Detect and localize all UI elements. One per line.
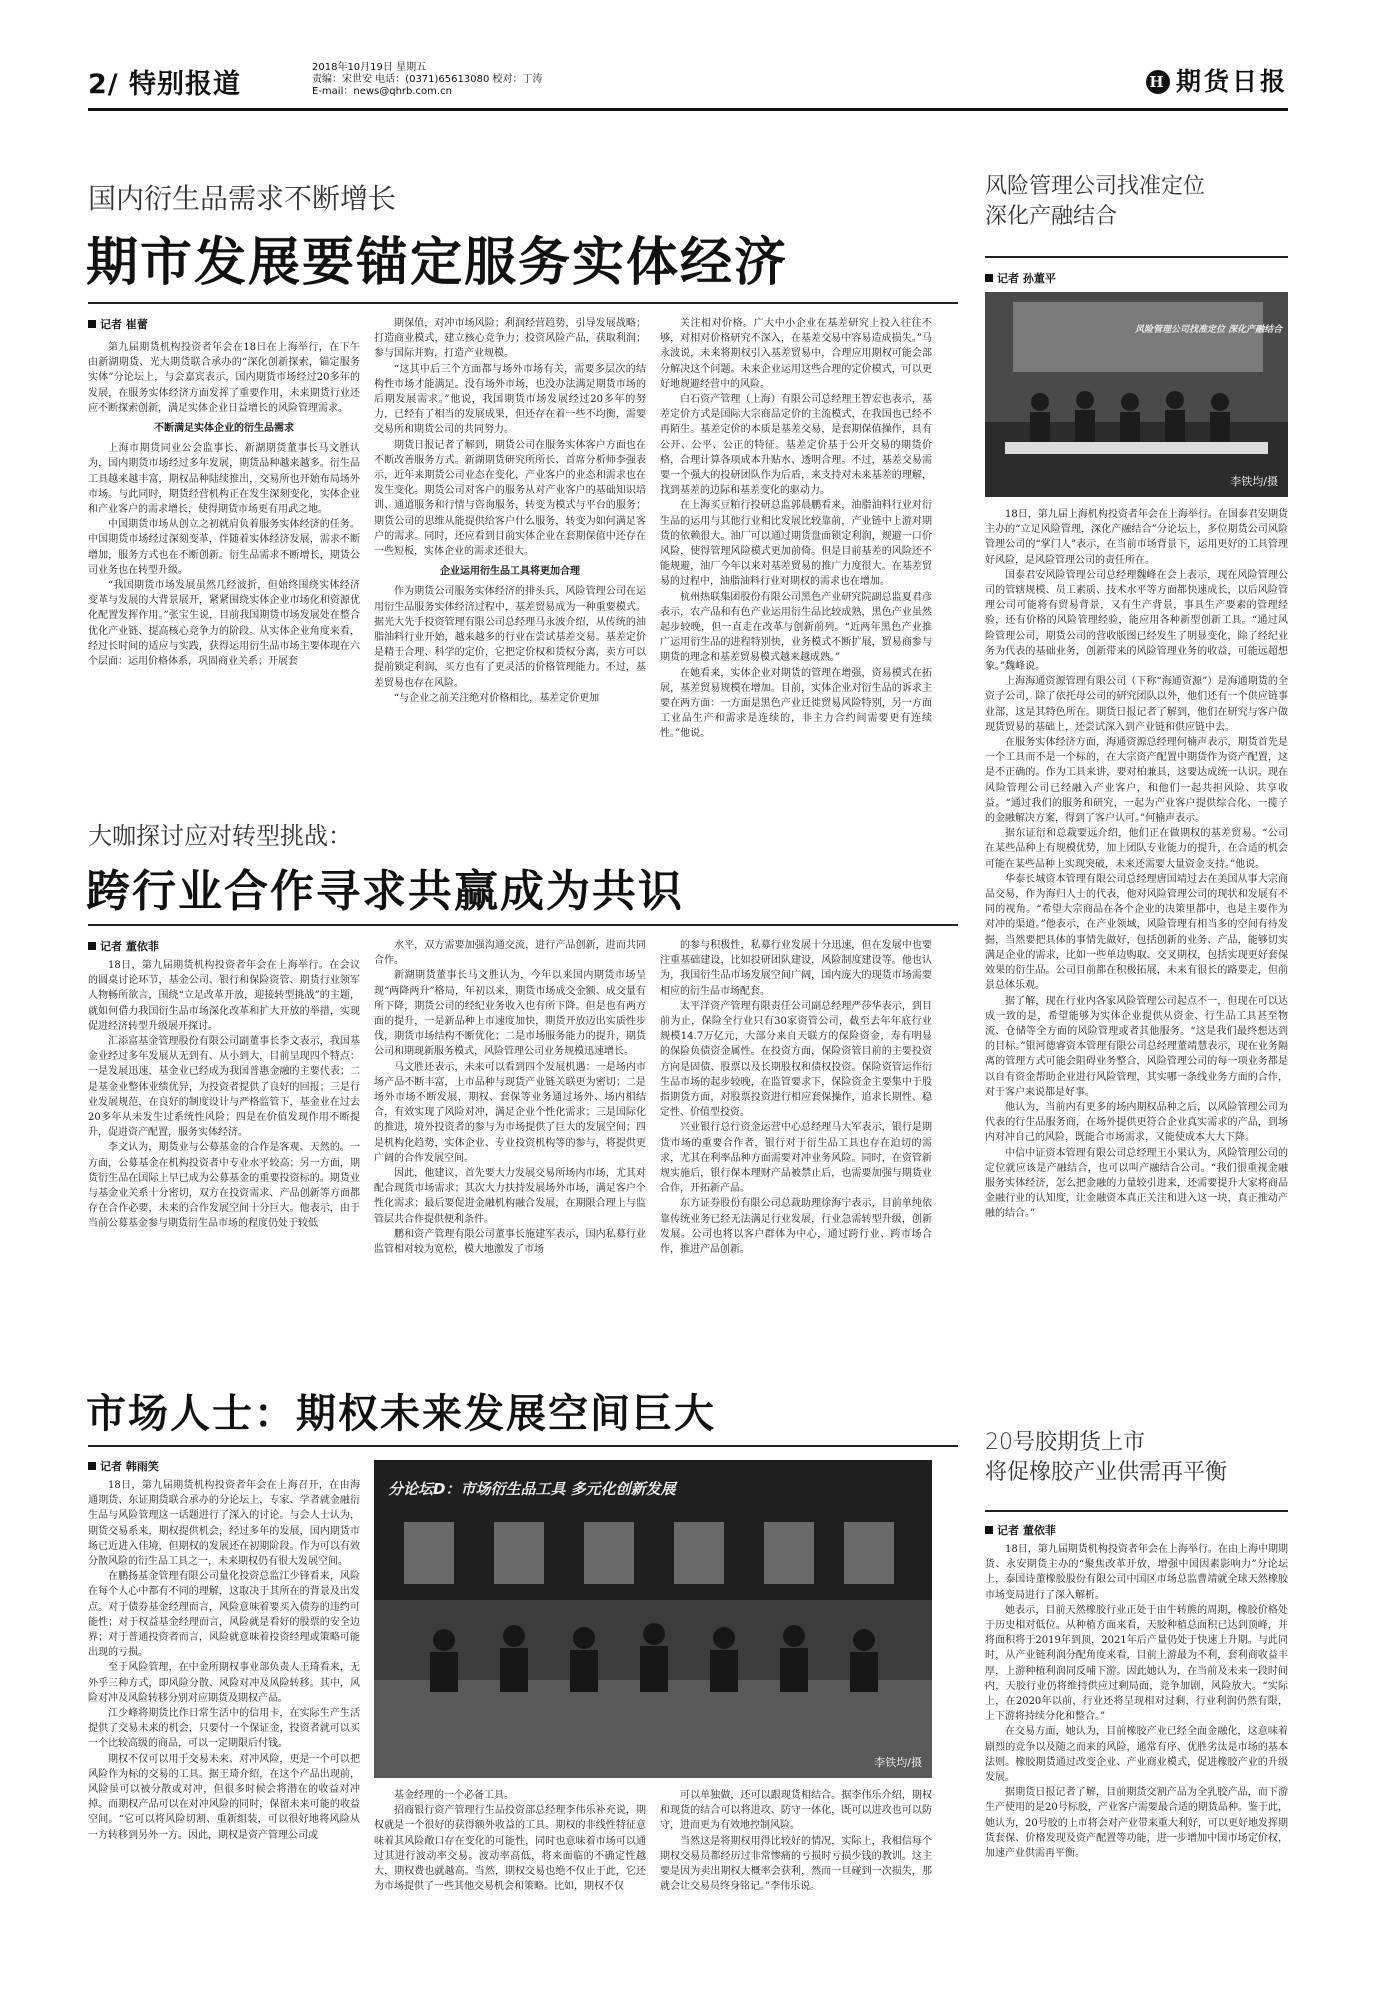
risk-byline-text: 记者 孙董平 [997,272,1056,285]
paragraph: 据期货日报记者了解，目前期货交割产品为全乳胶产品，而下游生产使用的是20号标胶，产业客户需要最合适的期货品种。鉴于此，她认为，20号胶的上市将会对产业带来重大利好，可以更好地发挥期货套保、价格发现及资产配置等功能，进一步增加中国市场定价权，加速产业供需再平衡。 [985,1787,1288,1860]
risk-kicker [985,172,1205,232]
paragraph: 至于风险管理，在中金所期权事业部负责人王琦看来，无外乎三种方式，即风险分散、风险对冲及风险转移。其中，风险对冲及风险转移分别对应期货及期权产品。 [88,1662,360,1704]
paragraph: 18日，第九届期货机构投资者年会在上海召开，在由海通期货、东证期货联合承办的分论坛上，专家、学者就金融衍生品与风险管理这一话题进行了深入的讨论。与会人士认为，期货交易系来，期权提供机会，经过多年的发展，国内期货市场已近进入佳境，但期权的发展还在初期阶段。作为可以有效分散风险的衍生品工具之一，未来期权仍有很大发展空间。 [88,1480,360,1568]
article2-column-2 [374,938,646,1348]
paragraph: “这其中后三个方面都与场外市场有关，需要多层次的结构性市场才能满足。没有场外市场，也没办法满足期货市场的后期发展需求。”他说，我国期货市场发展经过20多年的努力，已经有了相当的发展成果，但还存在着一些不均衡，需要交易所和期货公司的共同努力。 [374,363,646,436]
paper-name: 期货日报 [1175,67,1288,96]
photo-credit: 李铁均/摄 [1230,475,1278,488]
paragraph: 第九届期货机构投资者年会在18日在上海举行，在下午由新湖期货、光大期货联合承办的“深化创新探索，锚定服务实体”分论坛上，与会嘉宾表示，国内期货市场经过20多年的发展，在服务实体经济方面发挥了重要作用，未来期货行业还应不断探索创新，满足实体企业日益增长的风险管理需求。 [88,342,360,414]
paragraph: 招商银行资产管理行生品投资部总经理李伟乐补充说，期权就是一个很好的获得额外收益的工具。期权的非线性特征意味着其风险敞口存在变化的可能性，同时也意味着市场可以通过其进行波动率交易。波动率高低，将来面临的不确定性越大，期权费也就越高。当然，期权交易也绝不仅止于此，它还为市场提供了一些其他交易机会和策略。比如，期权不仅 [374,1805,646,1893]
paragraph: 当然这是将期权用得比较好的情况，实际上，我相信每个期权交易员都经历过非常惨痛的亏损时亏损少钱的教训。这主要是因为卖出期权大概率会获利，然而一旦碰到一次损失，那就会让交易员终身铭记。”李伟乐说。 [660,1835,932,1893]
paragraph: 国泰君安风险管理公司总经理魏峰在会上表示，现在风险管理公司的管辖规模、员工素质、技术水平等方面都快速成长，以后风险管理公司可能将有贸易背景，又有生产背景，事具生产要素的管理经验，还有价格的风险管理经验，能应用各种新型创新工具。“通过风险管理公司，期货公司的营收版图已经发生了明显变化，除了经纪业务为代表的基础业务，创新带来的风险管理业务的收益，可能远超想象。”魏峰说。 [985,569,1288,673]
risk-forum-photo [985,292,1288,497]
panel-photo-credit: 李铁均/摄 [874,1756,922,1769]
article3-byline [88,1458,159,1474]
rubber-kicker-line1: 20号胶期货上市 [985,1430,1145,1455]
article3-column-3 [660,1788,932,1948]
rubber-article-body [985,1542,1288,1948]
byline-square-icon [985,1526,993,1534]
article2-column-1 [88,958,360,1348]
rubber-kicker-line2: 将促橡胶产业供需再平衡 [985,1460,1228,1485]
rubber-kicker [985,1428,1227,1488]
article2-rule [88,924,958,926]
risk-article-body [985,507,1288,1402]
paragraph: 据了解，现在行业内各家风险管理公司起点不一，但现在可以达成一致的是，希望能够为实体企业提供从资金、行生品工具甚至物流、仓储等全方面的风险管理或者其他服务。“这是我们最终想达到的目标。”银河德睿资本管理有限公司总经理董靖慧表示，现在业务隔离的管理方式可能会阻碍业务整合，风险管理公司的每一项业务都是以自有资金帮助企业进行风险管理，其实哪一条线业务方面的合作，对于客户来说都是好事。 [985,995,1288,1098]
paragraph: 在上海买豆粕行投研总监郭晨鹏看来，油脂油料行业对衍生品的运用与其他行业相比发展比较靠前，产业链中上游对期货的依赖很大。油厂可以通过期货盘面锁定利润，规避一口价风险，使得管理风险模式更加前倚。但是目前基差的风险还不能规避，油厂今年以来对基差贸易的推广力度很大。在基差贸易的过程中，油脂油料行业对期权的需求也在增加。 [660,500,932,588]
article2-byline-text: 记者 董依菲 [100,940,159,953]
header-rule [88,108,1288,111]
paragraph: 鹏和资产管理有限公司董事长施建军表示，国内私募行业监管相对较为宽松，模大地激发了市场 [374,1228,646,1256]
paragraph: 中国期货市场从创立之初就肩负着服务实体经济的任务。中国期货市场经过深刻变革，伴随着实体经济发展，需求不断增加，服务方式也在不断创新。衍生品需求不断增长，期货公司业务也在转型升级。 [88,519,360,576]
paragraph: 18日，第九届上海机构投资者年会在上海举行。在国泰君安期货主办的“立足风险管理，深化产融结合”分论坛上，多位期货公司风险管理公司的“掌门人”表示，在当前市场背景下，运用更好的工具管理好风险，是风险管理公司的责任所在。 [985,509,1288,566]
paragraph: 18日，第九届期货机构投资者年会在上海举行。在会议的圆桌讨论环节，基金公司、银行和保险资管、期货行业领军人物畅所欲言，围绕“立足改革开放，迎接转型挑战”的主题，就如何借力我国衍生品市场深化改革和扩大开放的举措，实现促进经济转型升级展开探讨。 [88,960,360,1032]
paragraph: 18日，第九届期货机构投资者年会在上海举行。在由上海中期期货、永安期货主办的“聚焦改革开放，增强中国因素影响力”分论坛上，泰国诗董橡胶股份有限公司中国区市场总监曹靖就全球天然橡胶市场变局进行了深入解析。 [985,1544,1288,1601]
masthead [1146,62,1288,98]
byline-square-icon [985,274,993,282]
paragraph: 据东证衍和总裁要远介绍，他们正在做期权的基差贸易。“公司在某些品种上有规模优势，加上团队专业能力的提升，在合适的机会可能在某些品种上实现突破，未来还需要大量资金支持。”他说。 [985,828,1288,870]
panel-photo-banner: 分论坛D：市场衍生品工具 多元化创新发展 [388,1480,676,1498]
paragraph: 马文胜还表示，未来可以看到四个发展机遇：一是场内市场产品不断丰富，上市品种与现货产业链关联更为密切；二是场外市场不断发展，期权、套保等业务通过场外、场内相结合，有效实现了风险对冲，满足企业个性化需求；三是国际化的推进，境外投资者的参与为市场提供了巨大的发展空间；四是机构化趋势，实体企业、专业投资机构等的参与，将提供更广阔的合作发展空间。 [374,1061,646,1164]
paragraph: 新湖期货董事长马文胜认为，今年以来国内期货市场呈现“两降两升”格局，年初以来，期货市场成交金额、成交量有所下降，期货公司的经纪业务收入也有所下降。但是也有两方面的提升，一是新品种上市速度加快，期货开放迈出实质性步伐，期货市场结构不断优化；二是市场服务能力的提升，期货公司和期现新服务模式，风险管理公司业务规模迅速增长。 [374,970,646,1058]
paragraph: 白石资产管理（上海）有限公司总经理王智宏也表示，基差定价方式是国际大宗商品定价的主流模式，在我国也已经不再陌生。基差定价的本质是基差交易，是套期保值操作，具有公开、公平、公正的特征。基差定价基于公开交易的期货价格，合理计算各项成本升贴水、透明合理。不过，基差交易需要一个强大的投研团队作为后盾，来支持对未来基差的理解，找到基差的边际和基差变化的驱动力。 [660,394,932,497]
article1-headline: 期市发展要锚定服务实体经济 [86,232,789,293]
article3-rule [88,1445,958,1447]
paragraph: 在鹏扬基金管理有限公司量化投资总监江少锋看来，风险在每个人心中都有不同的理解，这取决于其所在的背景及出发点。对于债券基金经理而言，风险意味着要买入债券的违约可能性；对于权益基金经理而言，风险就是看好的股票的安全边界；对于普通投资者而言，风险就意味着投资经理或策略可能出现的亏损。 [88,1571,360,1659]
issue-date: 2018年10月19日 星期五 [312,62,427,73]
paragraph: 期权不仅可以用于交易未来、对冲风险，更是一个可以把风险作为标的交易的工具。据王琦介绍，在这个产品出现前，风险虽可以被分散或对冲，但很多时候会将潜在的收益对冲掉。而期权产品可以在对冲风险的同时，保留未来可能的收益空间。“它可以将风险切割、重新组装，可以很好地将风险从一方转移到另外一方。因此，期权是资产管理公司或 [88,1753,360,1841]
article3-byline-text: 记者 韩雨笑 [100,1460,159,1473]
paragraph: 水平，双方需要加强沟通交流，进行产品创新，进而共同合作。 [374,940,646,967]
paragraph: 中信中证资本管理有限公司总经理王小果认为，风险管理公司的定位就应该是产融结合，也可以叫产融结合公司。“我们很重视金融服务实体经济，怎么把金融的力量较引进来，还需要提升大家将商品金融行业的认知度，让金融资本真正关注和进入这一块，真正推动产融的结合。” [985,1147,1288,1220]
paragraph: “与企业之前关注绝对价格相比，基差定价更加 [394,692,600,704]
byline-square-icon [88,320,96,328]
paragraph: 他认为，当前内有更多的场内期权品种之后，以风险管理公司为代表的行生品服务商，在场外提供更符合企业真实需求的产品，到场内对冲自己的风险，既能合市场需求，又能使成本大大下降。 [985,1101,1288,1144]
paragraph: 在交易方面，她认为，目前橡胶产业已经全面金融化，这意味着剧烈的竞争以及随之而来的风险，通常有序、优胜劣汰是市场的基本法则。橡胶期货通过改变企业、产业商业模式，促进橡胶产业的升级发展。 [985,1726,1288,1784]
article1-kicker: 国内衍生品需求不断增长 [88,182,397,215]
paragraph: “我国期货市场发展虽然几经波折，但始终围绕实体经济变革与发展的大背景展开，紧紧围绕实体企业市场化和资源优化配置发挥作用。”张宝生说，目前我国期货市场发展处在整合优化产业链、提高核心竞争力的阶段。从实体企业角度来看，经过长时间的适应与实践，获得运用衍生品市场主要体现在六个层面：运用价格体系，巩固商业关系；开展套 [88,580,360,668]
article2-byline [88,938,159,954]
email-line: E-mail：news@qhrb.com.cn [312,86,452,97]
paragraph: 太平洋资产管理有限责任公司副总经理严莎华表示，到目前为止，保险全行业只有30家资管公司，截至去年年底行业规模14.7万亿元，大部分来自天联方的保险资金，寿有明显的保险负债资金属性。在投资方面，保险资管目前的主要投资方向是固债、股票以及长期股权和债权投资。保险资管运作衍生品市场的起步较晚，在监管要求下，保险资金主要集中于股指期货方面，对股票投资进行相应套保操作，追求长期性、稳定性、价值型投资。 [660,1000,932,1119]
panel-discussion-image [374,1460,932,1778]
paragraph: 东方证券股份有限公司总裁助理徐海宁表示，目前单纯依靠传统业务已经无法满足行业发展，行业急需转型升级，创新发展。公司也将以客户群体为中心，通过跨行业、跨市场合作，推进产品创新。 [660,1198,932,1256]
paragraph: 在服务实体经济方面，海通资源总经理何楠声表示，期货首先是一个工具而不是一个标的，在大宗资产配置中期货作为资产配置，这是不正确的。作为工具来讲，要对柏兼具，这要达成统一认识。现在风险管理公司已经融入产业客户，和他们一起共担风险、共享收益。“通过我们的服务和研究，一起为产业客户提供综合化、一揽子的金融解决方案，得到了客户认可。”何楠声表示。 [985,737,1288,825]
article3-column-2 [374,1788,646,1948]
article3-column-1 [88,1478,360,1948]
paragraph: 华泰长城资本管理有限公司总经理唐国靖过去在美国从事大宗商品交易，作为海归人士的代表，他对风险管理公司的现状和发展有不同的视角。“希望大宗商品在各个企业的决策里都中，也是主要作为对冲的渠道。”他表示，在产业领域，风险管理有相当多的空间有待发掘，当然要把具体的事情先做好，包括创新的业务、产品，能够切实满足企业的需求，比如一些单边购取、交叉期权，包括实现更好套保效果的衍生品。公司目前都在积极拓展，未来有很长的路要走，但前景总体乐观。 [985,873,1288,992]
editor-line: 责编：宋世安 电话：(0371)65613080 校对：丁涛 [312,74,543,85]
article2-kicker: 大咖探讨应对转型挑战： [88,822,352,850]
risk-photo-banner: 风险管理公司找准定位 深化产融结合 [1135,325,1283,335]
article1-column-1 [88,340,360,785]
rubber-byline-text: 记者 董依菲 [997,1524,1056,1537]
subheading: 不断满足实体企业的衍生品需求 [154,423,294,435]
paragraph: 可以单独做，还可以跟现货相结合。据李伟乐介绍，期权和现货的结合可以将进攻、防守一体化，既可以进攻也可以防守，进而更为有效地控制风险。 [660,1790,932,1832]
paragraph: 因此，他建议，首先要大力发展交易所场内市场，尤其对配合现货市场需求；其次大力扶持发展场外市场，满足客户个性化需求；最后要促进金融机构融合发展，在期限合理上与监管层共合作提供便利条件。 [374,1168,646,1225]
paragraph: 汇添富基金管理股份有限公司副董事长李文表示，我国基金业经过多年发展从无到有、从小到大，目前呈现四个特点：一是发展迅速，基金业已经成为我国普惠金融的主要代表；二是基金业整体业绩优异，为投资者提供了良好的回报；三是行业发展规范，在良好的制度设计与严格监管下，基金业在过去20多年从未发生过系统性风险；四是在价值发现作用不断提升，促进资产配置，服务实体经济。 [88,1036,360,1139]
risk-kicker-line2: 深化产融结合 [985,204,1118,229]
article1-column-3 [660,316,932,786]
risk-rule [985,256,1288,258]
paragraph: 江少峰将期货比作日常生活中的信用卡，在实际生产生活提供了交易未来的机会，只要付一个保证金，投资者就可以买一个比较高级的商品，可以一定期限后付钱。 [88,1708,360,1750]
panel-discussion-photo [374,1460,932,1778]
byline-square-icon [88,942,96,950]
risk-byline [985,270,1056,286]
byline-square-icon [88,1462,96,1470]
paragraph: 上海海通资源管理有限公司（下称“海通资源”）是海通期货的全资子公司，除了依托母公司的研究团队以外，他们还有一个供应链事业部，这是其特色所在。期货日报记者了解到，他们在研究与客户做现货贸易的基础上，还尝试深入到产业链和供应链中去。 [985,676,1288,733]
paragraph: 作为期货公司服务实体经济的排头兵，风险管理公司在运用衍生品服务实体经济过程中，基差贸易成为一种重要模式。据光大先手投资管理有限公司总经理马永波介绍，从传统的油脂油料行业开始，越来越多的行业在尝试基差交易。基差定价是精于合理、科学的定价，它把定价权和货权分离，卖方可以提前锁定利润，买方也有了更灵活的价格管理能力。不过，基差贸易也存在风险。 [374,586,646,689]
paragraph: 关注相对价格。广大中小企业在基差研究上投入往往不够，对相对价格研究不深入，在基差交易中容易造成损失。”马永波说，未来将期权引入基差贸易中，合理应用期权可能会部分解决这个问题。未来企业运用这些合理的定价模式，可以更好地规避经营中的风险。 [660,318,932,390]
article1-rule [88,302,958,304]
paragraph: 在她看来，实体企业对期货的管理在增强，资易模式在拓展，基差贸易规模在增加。目前，实体企业对衍生品的诉求主要在两方面：一方面是黑色产业迁徙贸易风险特别，另一方面工业品生产和需求是连续的，非主力合约间需要更有连续性。”他说。 [660,667,932,740]
article2-headline: 跨行业合作寻求共赢成为共识 [86,866,684,917]
paragraph: 基金经理的一个必备工具。 [394,1790,514,1801]
paragraph: 杭州热联集团股份有限公司黑色产业研究院副总监夏君彦表示，农产品和有色产业运用衍生品比较成熟，黑色产业虽然起步较晚，但一直走在改革与创新前列。“近两年黑色产业推广运用衍生品的进程特别快，业务模式不断扩展，贸易商参与期货的理念和基差贸易模式越来越成熟。” [660,591,932,664]
paragraph: 李文认为，期货业与公募基金的合作是客观、天然的。一方面，公募基金在机构投资者中专业水平较高；另一方面，期货衍生品在国际上早已成为公募基金的重要投资标的。期货业与基金业关系十分密切，双方在投资需求、产品创新等方面都存在合作必要，未来的合作发展空间十分巨大。他表示，由于当前公募基金参与期货衍生品市场的程度仍处于较低 [88,1142,360,1230]
paragraph: 期货日报记者了解到，期货公司在服务实体客户方面也在不断改善服务方式。新湖期货研究所所长、首席分析师李强表示，近年来期货公司业态在变化，产业客户的业态和需求也在发生变化。期货公司对客户的服务从对产业客户的基础知识培训、通道服务和行情与咨询服务，转变为模式与平台的服务；期货公司的思维从能提供给客户什么服务，转变为如何满足客户的需求。同时，还应看到目前实体企业在套期保值中还存在一些短板，实体企业的需求还很大。 [374,439,646,558]
risk-kicker-line1: 风险管理公司找准定位 [985,174,1206,199]
article3-headline: 市场人士：期权未来发展空间巨大 [86,1390,716,1437]
article1-column-2 [374,316,646,786]
paragraph: 她表示，目前天然橡胶行业正处于由牛转熊的周期，橡胶价格处于历史相对低位。从种植方面来看，天胶种植总面积已达到顶峰，并将面积将于2019年到顶，2021年后产量仍处于快速上升期。与此同时，从产业链利润分配角度来看，目前上游最为不利，套利商收益丰厚，上游种植利润同反哺下游。因此她认为，在当前及未来一段时间内，天胶行业仍将维持供应过剩局面，竞争加剧，风险放大。“实际上，在2020年以前，行业还将呈现相对过剩，行业利润仍然有限，上下游将持续分化和整合。” [985,1604,1288,1723]
paragraph: 期保值，对冲市场风险；利润经营趋势，引导发展战略；打造商业模式，建立核心竞争力；投资风险产品，获取利润；参与国际并购，打造产业规模。 [374,318,646,360]
paragraph: 上海市期货同业公会监事长、新湖期货董事长马文胜认为，国内期货市场经过多年发展，期货品种越来越多。衍生品工具越来越丰富，期权品种陆续推出，交易所也开始布局场外市场。与此同时，期货经营机构正在发生深刻变化，实体企业和产业客户的需求增长，使得期货市场更有用武之地。 [88,443,360,516]
paragraph: 的参与积极性，私募行业发展十分迅速，但在发展中也要注重基础建设，比如投研团队建设，风险制度建设等。他也认为，我国衍生品市场发展空间广阔，国内庞大的现货市场需要相应的衍生品市场配套。 [660,940,932,997]
article2-column-3 [660,938,932,1348]
issue-meta [312,62,543,98]
logo-icon: H [1146,70,1170,94]
page-number-section: 2/ 特别报道 [88,69,242,100]
subheading: 企业运用衍生品工具将更加合理 [440,566,580,578]
article1-byline [88,316,148,332]
article1-byline-text: 记者 崔蕾 [100,318,148,331]
rubber-byline [985,1522,1056,1538]
rubber-rule [985,1510,1288,1512]
paragraph: 兴业银行总行资金运营中心总经理马大军表示，银行是期货市场的重要合作者，银行对于衍生品工具也存在迫切的需求，尤其在利率品种方面需要对冲业务风险。同时，在资管新规实施后，银行保本理财产品被禁止后，也需要加强与期货业合作，开拓新产品。 [660,1122,932,1195]
